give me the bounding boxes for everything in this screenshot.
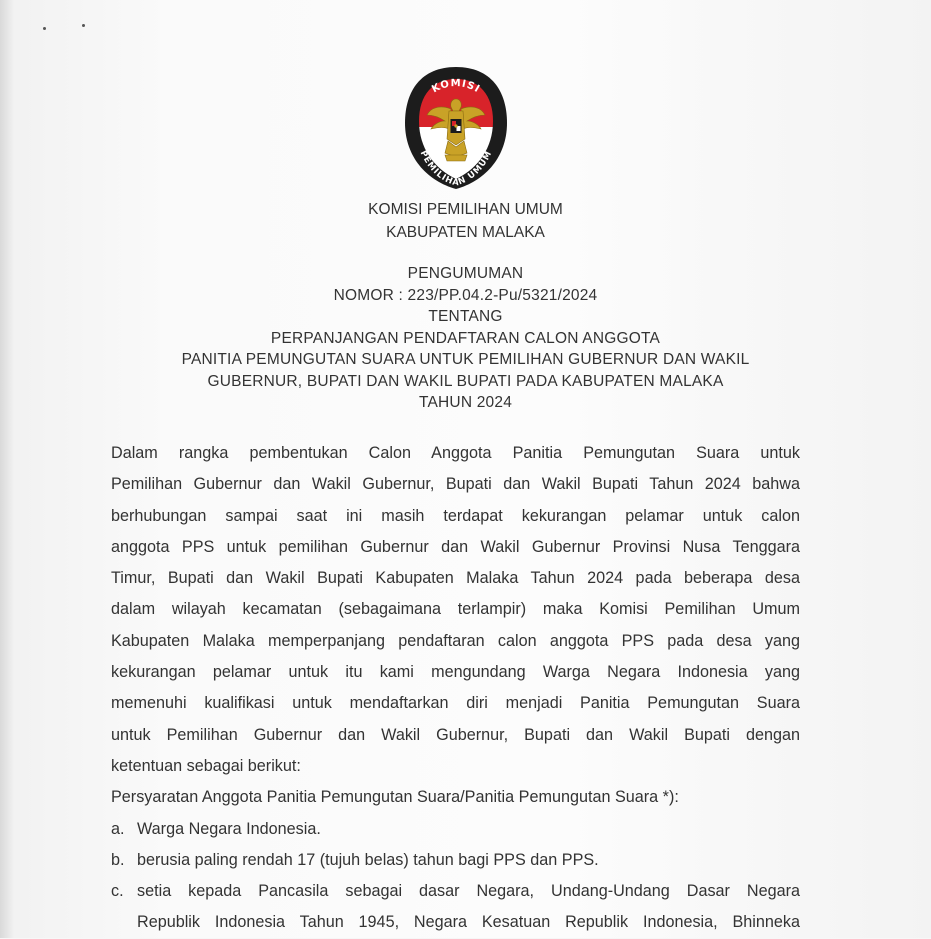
paragraph-line: kekurangan pelamar untuk itu kami mengundang Warga Negara Indonesia yang (111, 663, 800, 682)
logo-text-top: KOMISI (430, 78, 483, 96)
paragraph-line: untuk Pemilihan Gubernur dan Wakil Gubernur, Bupati dan Wakil Bupati dengan (111, 725, 800, 744)
list-marker: b. (111, 850, 125, 869)
announcement-label: PENGUMUMAN (407, 265, 524, 282)
announcement-body (111, 438, 800, 939)
paragraph-line: memenuhi kualifikasi untuk mendaftarkan diri menjadi Panitia Pemungutan Suara (111, 694, 800, 713)
list-marker: c. (111, 882, 124, 901)
kpu-garuda-emblem-icon (401, 65, 511, 190)
paragraph-line: Dalam rangka pembentukan Calon Anggota Panitia Pemungutan Suara untuk (111, 444, 800, 462)
announcement-subject-line: GUBERNUR, BUPATI DAN WAKIL BUPATI PADA KABUPATEN MALAKA (207, 372, 724, 390)
list-item (111, 845, 800, 876)
announcement-number: NOMOR : 223/PP.04.2-Pu/5321/2024 (333, 286, 598, 304)
org-region: KABUPATEN MALAKA (386, 224, 545, 241)
paragraph-line: berhubungan sampai saat ini masih terdapat kekurangan pelamar untuk calon (111, 506, 800, 525)
paragraph-line: Kabupaten Malaka memperpanjang pendaftaran calon anggota PPS pada desa yang (111, 631, 800, 650)
scan-shadow (0, 0, 14, 938)
requirements-list (111, 814, 800, 939)
requirements-intro: Persyaratan Anggota Panitia Pemungutan Suara/Panitia Pemungutan Suara *): (111, 788, 679, 807)
org-name: KOMISI PEMILIHAN UMUM (368, 201, 563, 218)
list-item (111, 814, 800, 845)
list-item-text: berusia paling rendah 17 (tujuh belas) tahun bagi PPS dan PPS. (137, 850, 599, 869)
paragraph-line: ketentuan sebagai berikut: (111, 756, 301, 775)
announcement-subject-line: PERPANJANGAN PENDAFTARAN CALON ANGGOTA (270, 329, 661, 347)
list-marker: a. (111, 819, 125, 838)
announcement-about: TENTANG (428, 308, 503, 325)
paragraph-line: anggota PPS untuk pemilihan Gubernur dan Wakil Gubernur Provinsi Nusa Tenggara (111, 537, 800, 556)
logo-text-bottom: PEMILIHAN UMUM (417, 149, 495, 189)
list-item-text: Republik Indonesia Tahun 1945, Negara Kesatuan Republik Indonesia, Bhinneka (137, 913, 800, 932)
scan-speck (43, 27, 46, 30)
paragraph-line: dalam wilayah kecamatan (sebagaimana terlampir) maka Komisi Pemilihan Umum (111, 600, 800, 619)
announcement-subject-line: PANITIA PEMUNGUTAN SUARA UNTUK PEMILIHAN GUBERNUR DAN WAKIL (181, 351, 750, 368)
scan-speck (82, 24, 85, 27)
list-item-text: setia kepada Pancasila sebagai dasar Negara, Undang-Undang Dasar Negara (137, 882, 800, 901)
announcement-subject-line: TAHUN 2024 (418, 394, 513, 411)
intro-paragraph (111, 438, 800, 782)
paragraph-line: Timur, Bupati dan Wakil Bupati Kabupaten Malaka Tahun 2024 pada beberapa desa (111, 569, 800, 588)
list-item (111, 876, 800, 939)
list-item-text: Warga Negara Indonesia. (137, 819, 321, 838)
paragraph-line: Pemilihan Gubernur dan Wakil Gubernur, Bupati dan Wakil Bupati Tahun 2024 bahwa (111, 475, 800, 494)
